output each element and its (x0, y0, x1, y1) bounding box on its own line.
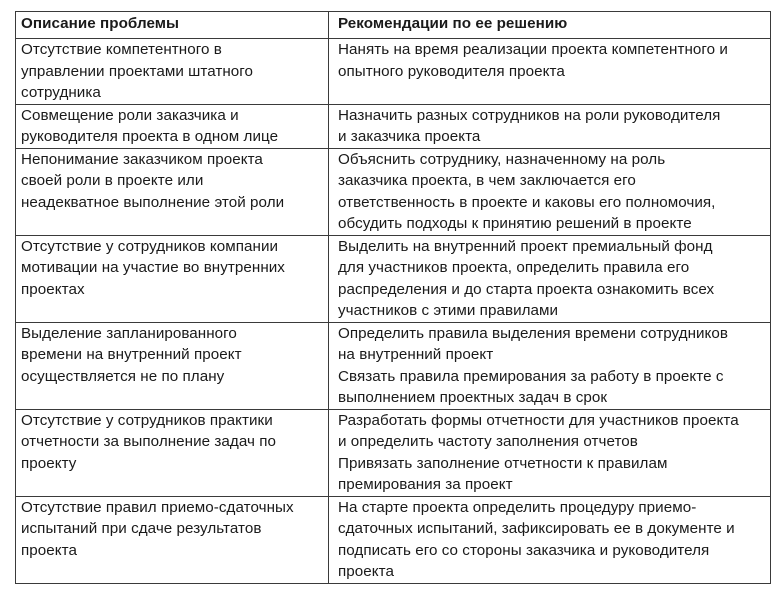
cell-line: проекта (338, 563, 394, 580)
cell-line: управлении проектами штатного (21, 62, 254, 80)
cell-line: проекта (21, 541, 77, 559)
cell-line: осуществляется не по плану (21, 367, 225, 385)
table-row (16, 322, 771, 409)
solution-cell (329, 235, 771, 322)
problem-cell (16, 496, 329, 583)
cell-line: Связать правила премирования за работу в проекте с (338, 367, 724, 385)
cell-line: премирования за проект (338, 476, 513, 493)
cell-line: своей роли в проекте или (21, 172, 204, 189)
cell-line: руководителя проекта в одном лице (21, 128, 279, 145)
problems-table (15, 11, 771, 584)
cell-line: проекту (21, 454, 77, 472)
cell-line: неадекватное выполнение этой роли (21, 193, 285, 211)
cell-line: ответственность в проекте и каковы его полномочия, (338, 193, 716, 211)
cell-line: опытного руководителя проекта (338, 62, 565, 80)
cell-line: подписать его со стороны заказчика и руководителя (338, 541, 710, 559)
table-row (16, 496, 771, 583)
problem-cell (16, 235, 329, 322)
cell-line: Привязать заполнение отчетности к правилам (338, 454, 668, 472)
cell-line: отчетности за выполнение задач по (21, 433, 276, 450)
cell-line: и заказчика проекта (338, 128, 481, 145)
cell-line: сдаточных испытаний, зафиксировать ее в документе и (338, 520, 735, 537)
solution-cell (329, 322, 771, 409)
table-row (16, 409, 771, 496)
solution-cell (329, 104, 771, 148)
cell-line: заказчика проекта, в чем заключается его (338, 172, 636, 189)
solution-cell (329, 409, 771, 496)
problem-cell (16, 39, 329, 105)
cell-line: Объяснить сотруднику, назначенному на роль (338, 150, 666, 168)
table-header-row (16, 12, 771, 39)
cell-line: Нанять на время реализации проекта компетентного и (338, 41, 728, 58)
table-row (16, 39, 771, 105)
header-problem: Описание проблемы (16, 12, 329, 39)
cell-line: Отсутствие компетентного в (21, 41, 222, 58)
problem-cell (16, 322, 329, 409)
cell-line: Отсутствие у сотрудников компании (21, 237, 279, 255)
cell-line: участников с этими правилами (338, 302, 559, 319)
problem-cell (16, 104, 329, 148)
cell-line: для участников проекта, определить правила его (338, 259, 690, 276)
cell-line: распределения и до старта проекта ознакомить всех (338, 280, 715, 298)
cell-line: мотивации на участие во внутренних (21, 259, 285, 276)
cell-line: Назначить разных сотрудников на роли руководителя (338, 106, 721, 124)
solution-cell (329, 39, 771, 105)
cell-line: Выделение запланированного (21, 324, 237, 342)
table-row (16, 148, 771, 235)
cell-line: Определить правила выделения времени сотрудников (338, 324, 729, 342)
solution-cell (329, 496, 771, 583)
cell-line: Непонимание заказчиком проекта (21, 150, 263, 168)
cell-line: времени на внутренний проект (21, 346, 242, 363)
problem-cell (16, 148, 329, 235)
cell-line: сотрудника (21, 84, 101, 101)
problem-cell (16, 409, 329, 496)
cell-line: Выделить на внутренний проект премиальный фонд (338, 237, 713, 255)
cell-line: Разработать формы отчетности для участников проекта (338, 411, 739, 429)
cell-line: Отсутствие правил приемо-сдаточных (21, 498, 294, 516)
cell-line: на внутренний проект (338, 346, 494, 363)
cell-line: испытаний при сдаче результатов (21, 520, 262, 537)
cell-line: На старте проекта определить процедуру приемо- (338, 498, 697, 516)
table-row (16, 104, 771, 148)
cell-line: Отсутствие у сотрудников практики (21, 411, 273, 429)
cell-line: проектах (21, 280, 85, 298)
cell-line: обсудить подходы к принятию решений в проекте (338, 215, 692, 232)
cell-line: выполнением проектных задач в срок (338, 389, 608, 406)
header-recommendation: Рекомендации по ее решению (329, 12, 771, 39)
table-row (16, 235, 771, 322)
solution-cell (329, 148, 771, 235)
cell-line: Совмещение роли заказчика и (21, 106, 239, 124)
cell-line: и определить частоту заполнения отчетов (338, 433, 638, 450)
